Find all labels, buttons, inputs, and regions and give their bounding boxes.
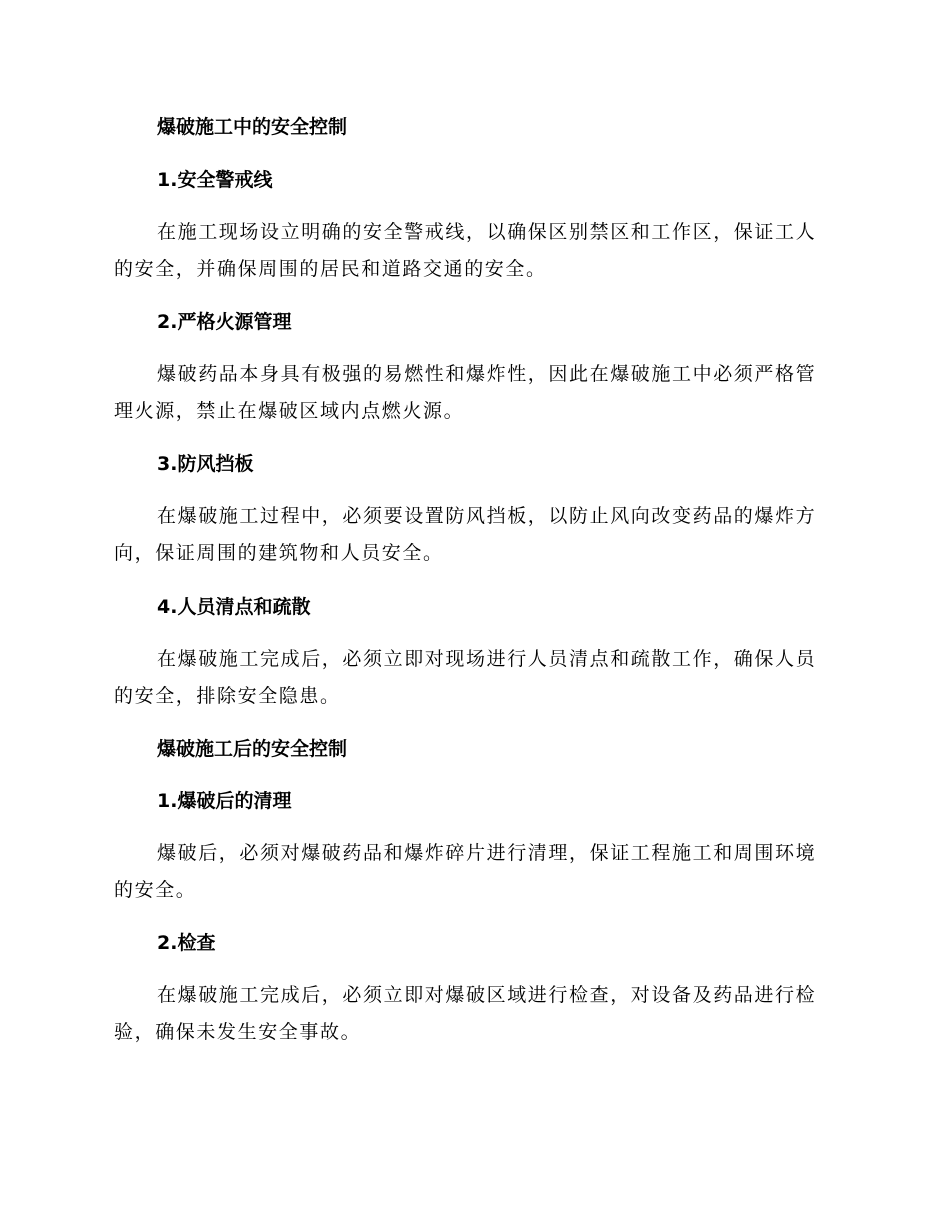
item-body-cleanup: 爆破后，必须对爆破药品和爆炸碎片进行清理，保证工程施工和周围环境的安全。 bbox=[114, 842, 817, 901]
item-heading-fire-management: 2.严格火源管理 bbox=[157, 311, 292, 333]
item-heading-personnel-evacuation: 4.人员清点和疏散 bbox=[157, 596, 311, 618]
item-body-wind-baffle: 在爆破施工过程中，必须要设置防风挡板，以防止风向改变药品的爆炸方向，保证周围的建筑物和人员安全。 bbox=[114, 505, 817, 564]
item-heading-warning-line: 1.安全警戒线 bbox=[157, 169, 273, 191]
item-body-warning-line: 在施工现场设立明确的安全警戒线，以确保区别禁区和工作区，保证工人的安全，并确保周围的居民和道路交通的安全。 bbox=[114, 221, 817, 280]
section-title-during-blasting: 爆破施工中的安全控制 bbox=[157, 116, 348, 138]
section-title-after-blasting: 爆破施工后的安全控制 bbox=[157, 738, 348, 760]
item-heading-cleanup: 1.爆破后的清理 bbox=[157, 790, 292, 812]
item-heading-inspection: 2.检查 bbox=[157, 932, 216, 954]
item-body-fire-management: 爆破药品本身具有极强的易燃性和爆炸性，因此在爆破施工中必须严格管理火源，禁止在爆破区域内点燃火源。 bbox=[114, 363, 817, 422]
item-heading-wind-baffle: 3.防风挡板 bbox=[157, 453, 254, 475]
item-body-inspection: 在爆破施工完成后，必须立即对爆破区域进行检查，对设备及药品进行检验，确保未发生安全事故。 bbox=[114, 984, 817, 1043]
item-body-personnel-evacuation: 在爆破施工完成后，必须立即对现场进行人员清点和疏散工作，确保人员的安全，排除安全隐患。 bbox=[114, 648, 817, 707]
